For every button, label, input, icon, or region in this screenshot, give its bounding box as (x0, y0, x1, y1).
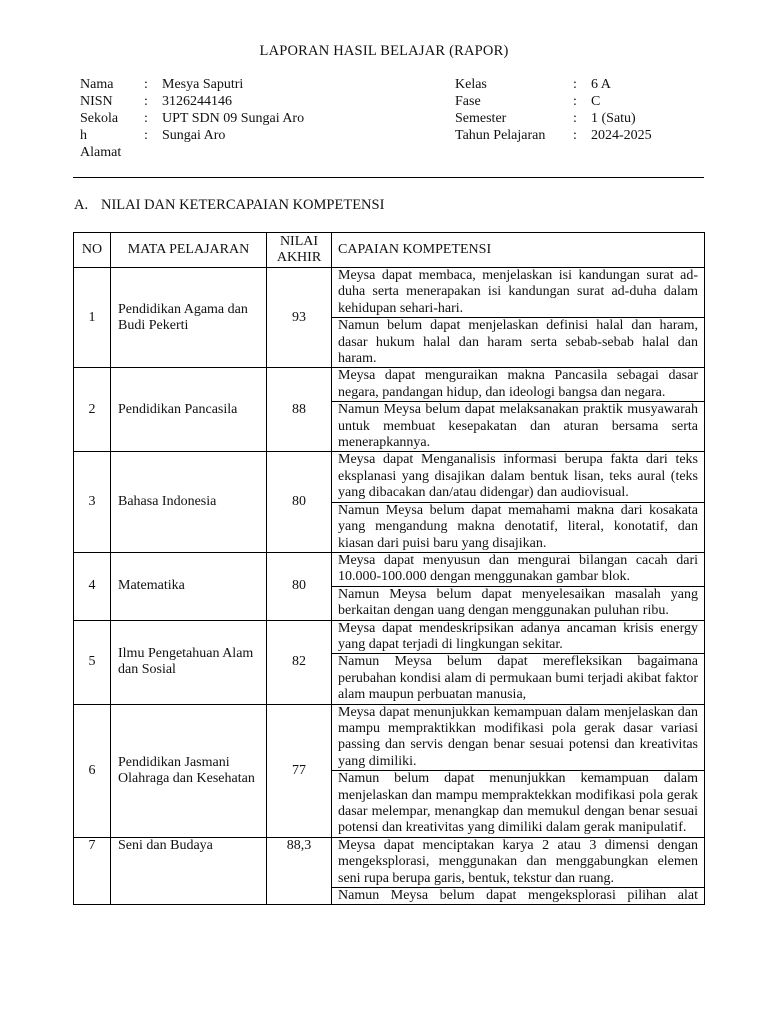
info-value: Sungai Aro (162, 128, 226, 143)
row-subject: Bahasa Indonesia (111, 452, 267, 552)
row-score: 88 (267, 368, 332, 452)
info-label: Fase (455, 94, 481, 109)
info-label: Nama (80, 77, 114, 92)
info-row-alamat (80, 144, 304, 161)
achievement-text: Namun belum dapat menjelaskan definisi halal dan haram, dasar hukum halal dan haram serta sebab-sebab halal dan haram. (332, 318, 705, 368)
info-value: Mesya Saputri (162, 77, 244, 92)
info-row-nisn (80, 93, 304, 110)
row-subject: Matematika (111, 552, 267, 620)
row-score: 82 (267, 620, 332, 704)
header-divider (73, 177, 704, 178)
info-value: C (591, 94, 601, 109)
achievement-text: Namun Meysa belum dapat melaksanakan praktik musyawarah untuk membuat kesepakatan dan aturan bersama serta menerapkannya. (332, 402, 705, 452)
info-label: Alamat (80, 145, 122, 160)
student-info-right (455, 76, 652, 144)
row-score: 80 (267, 552, 332, 620)
info-value: 2024-2025 (591, 128, 652, 143)
table-row (74, 452, 705, 502)
row-subject: Seni dan Budaya (111, 837, 267, 905)
achievement-text: Namun belum dapat menunjukkan kemampuan dalam menjelaskan dan mampu mempraktekkan modifikasi pola gerak dasar melempar, menangkap dan memukul dengan benar sesuai potensi dan kreativitas yang dimiliki dalam gerak manipulatif. (332, 771, 705, 838)
header-score: NILAI AKHIR (267, 233, 332, 268)
achievement-text: Meysa dapat menguraikan makna Pancasila sebagai dasar negara, pandangan hidup, dan ideologi bangsa dan negara. (332, 368, 705, 402)
info-value: 1 (Satu) (591, 111, 636, 126)
achievement-text: Meysa dapat mendeskripsikan adanya ancaman krisis energy yang dapat terjadi di lingkungan sekitar. (332, 620, 705, 654)
report-title: LAPORAN HASIL BELAJAR (RAPOR) (259, 43, 509, 59)
info-colon: : (573, 128, 577, 143)
table-row (74, 552, 705, 586)
row-no: 6 (74, 704, 111, 837)
grades-table (73, 232, 705, 905)
header-no: NO (74, 233, 111, 268)
info-row-name (80, 76, 304, 93)
achievement-text: Meysa dapat Menganalisis informasi berupa fakta dari teks eksplanasi yang disajikan dalam bentuk lisan, teks aural (teks yang dibacakan dan/atau didengar) dan audiovisual. (332, 452, 705, 502)
achievement-text: Namun Meysa belum dapat memahami makna dari kosakata yang mengandung makna denotatif, literal, konotatif, dan kiasan dari puisi baru yang disajikan. (332, 502, 705, 552)
table-row (74, 704, 705, 771)
achievement-text: Meysa dapat membaca, menjelaskan isi kandungan surat ad-duha serta menerapakan isi kandungan surat ad-duha dalam kehidupan sehari-hari. (332, 268, 705, 318)
info-row-semester (455, 110, 652, 127)
section-title: NILAI DAN KETERCAPAIAN KOMPETENSI (101, 197, 385, 213)
table-row (74, 837, 705, 887)
info-colon: : (573, 94, 577, 109)
info-row-address (80, 127, 304, 144)
table-header-row (74, 233, 705, 268)
row-subject: Pendidikan Pancasila (111, 368, 267, 452)
info-colon: : (144, 94, 148, 109)
row-score: 88,3 (267, 837, 332, 905)
info-colon: : (573, 77, 577, 92)
info-value: 3126244146 (162, 94, 232, 109)
row-no: 4 (74, 552, 111, 620)
info-colon: : (144, 77, 148, 92)
info-row-phase (455, 93, 652, 110)
info-value: 6 A (591, 77, 611, 92)
section-letter: A. (74, 197, 89, 213)
row-no: 3 (74, 452, 111, 552)
achievement-text: Namun Meysa belum dapat mengeksplorasi pilihan alat (332, 888, 705, 905)
achievement-text: Namun Meysa belum dapat merefleksikan bagaimana perubahan kondisi alam di permukaan bumi terjadi akibat faktor alam maupun perbuatan manusia, (332, 654, 705, 704)
row-score: 93 (267, 268, 332, 368)
info-label: h (80, 128, 87, 143)
info-colon: : (144, 111, 148, 126)
row-no: 7 (74, 837, 111, 905)
row-score: 77 (267, 704, 332, 837)
row-no: 1 (74, 268, 111, 368)
row-no: 5 (74, 620, 111, 704)
achievement-text: Meysa dapat menciptakan karya 2 atau 3 dimensi dengan mengeksplorasi, menggunakan dan menggabungkan elemen seni rupa berupa garis, bentuk, tekstur dan ruang. (332, 837, 705, 887)
achievement-text: Meysa dapat menyusun dan mengurai bilangan cacah dari 10.000-100.000 dengan menggunakan gambar blok. (332, 552, 705, 586)
info-label: NISN (80, 94, 113, 109)
info-label: Kelas (455, 77, 487, 92)
header-achievement: CAPAIAN KOMPETENSI (332, 233, 705, 268)
info-colon: : (573, 111, 577, 126)
info-label: Semester (455, 111, 507, 126)
row-score: 80 (267, 452, 332, 552)
section-a-heading (74, 197, 384, 214)
header-subject: MATA PELAJARAN (111, 233, 267, 268)
row-no: 2 (74, 368, 111, 452)
row-subject: Pendidikan Jasmani Olahraga dan Kesehatan (111, 704, 267, 837)
student-info-left (80, 76, 304, 161)
achievement-text: Namun Meysa belum dapat menyelesaikan masalah yang berkaitan dengan uang dengan menggunakan puluhan ribu. (332, 586, 705, 620)
row-subject: Pendidikan Agama dan Budi Pekerti (111, 268, 267, 368)
table-row (74, 268, 705, 318)
table-row (74, 368, 705, 402)
info-label: Sekola (80, 111, 119, 126)
achievement-text: Meysa dapat menunjukkan kemampuan dalam menjelaskan dan mampu mempraktikkan modifikasi pola gerak dasar variasi passing dan servis dengan benar sesuai potensi dan kreativitas yang dimiliki. (332, 704, 705, 771)
info-row-class (455, 76, 652, 93)
info-row-academic-year (455, 127, 652, 144)
info-label: Tahun Pelajaran (455, 128, 546, 143)
row-subject: Ilmu Pengetahuan Alam dan Sosial (111, 620, 267, 704)
info-colon (144, 144, 162, 161)
info-colon: : (144, 128, 148, 143)
table-row (74, 620, 705, 654)
info-row-school (80, 110, 304, 127)
info-value: UPT SDN 09 Sungai Aro (162, 111, 305, 126)
